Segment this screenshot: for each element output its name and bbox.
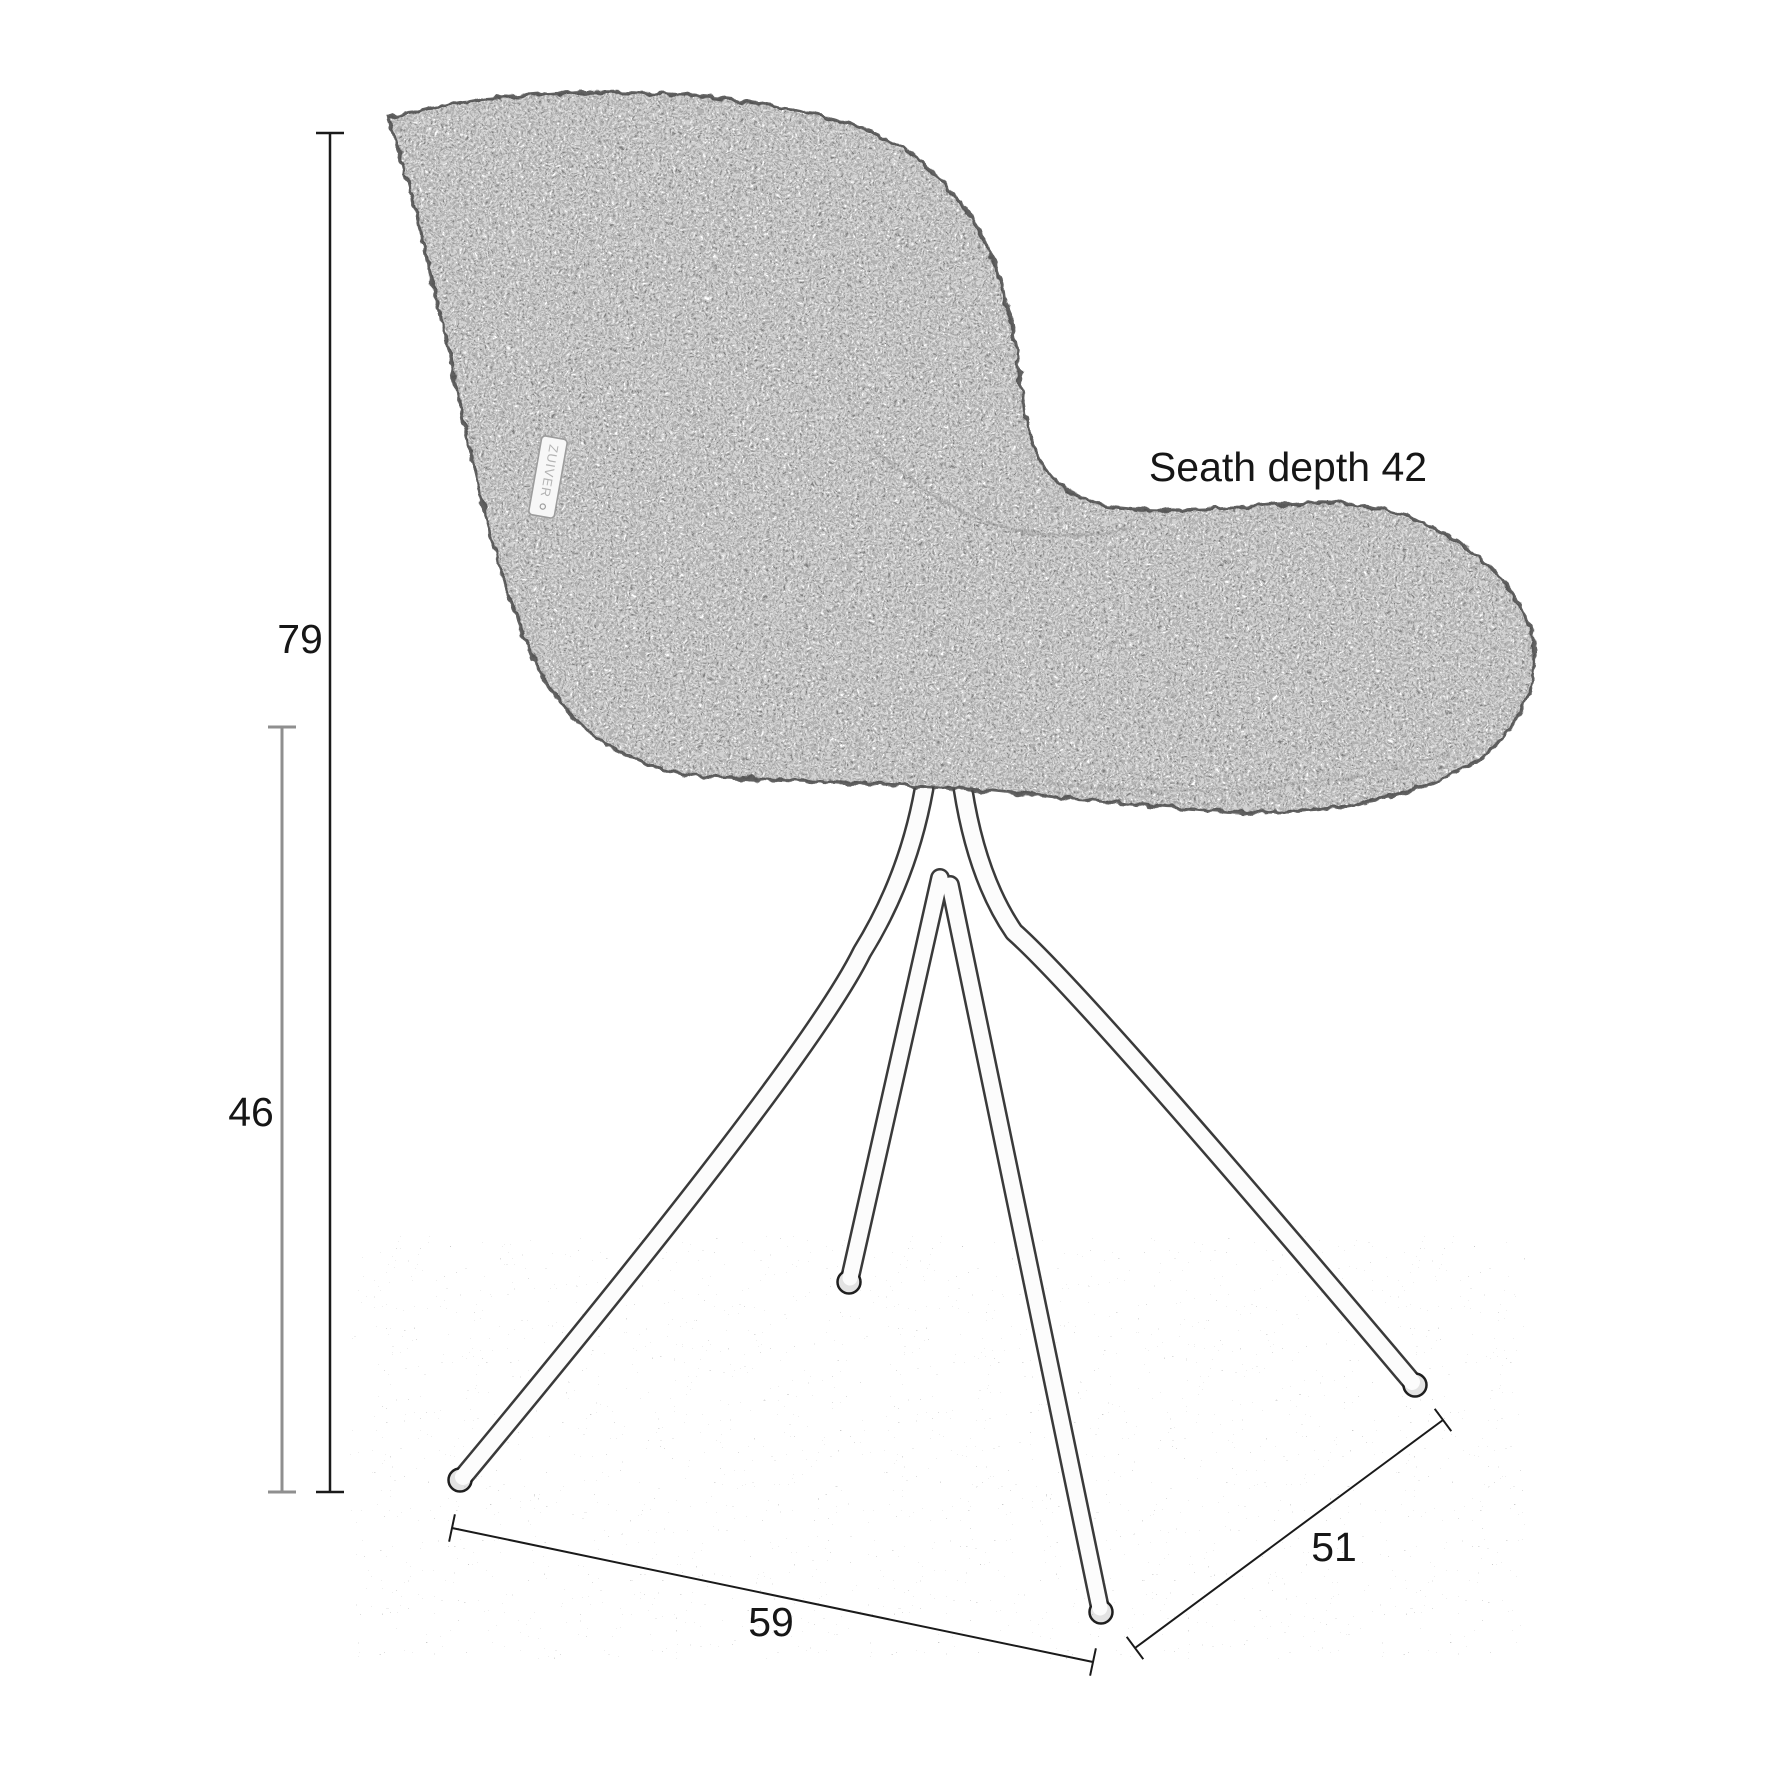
leg-left-fill [463, 789, 924, 1477]
seat-depth-note: Seath depth 42 [1148, 444, 1428, 490]
dimension-overall-height [277, 133, 344, 1492]
leg-left-outline [463, 789, 924, 1477]
dimension-label-depth: 51 [1311, 1524, 1357, 1570]
dimension-label-width: 59 [748, 1599, 794, 1645]
dimension-line [1135, 1420, 1443, 1648]
dimension-label-overall-height: 79 [277, 616, 323, 662]
brand-tag-label: ZUIVER [537, 443, 562, 499]
dimension-end-tick [1127, 1637, 1144, 1659]
dimension-seat-height [228, 727, 296, 1492]
dimension-width [449, 1514, 1096, 1675]
dimension-label-seat-height: 46 [228, 1089, 274, 1135]
dimension-depth [1127, 1409, 1452, 1659]
chair-base [449, 789, 1427, 1624]
dimension-end-tick [1435, 1409, 1452, 1431]
